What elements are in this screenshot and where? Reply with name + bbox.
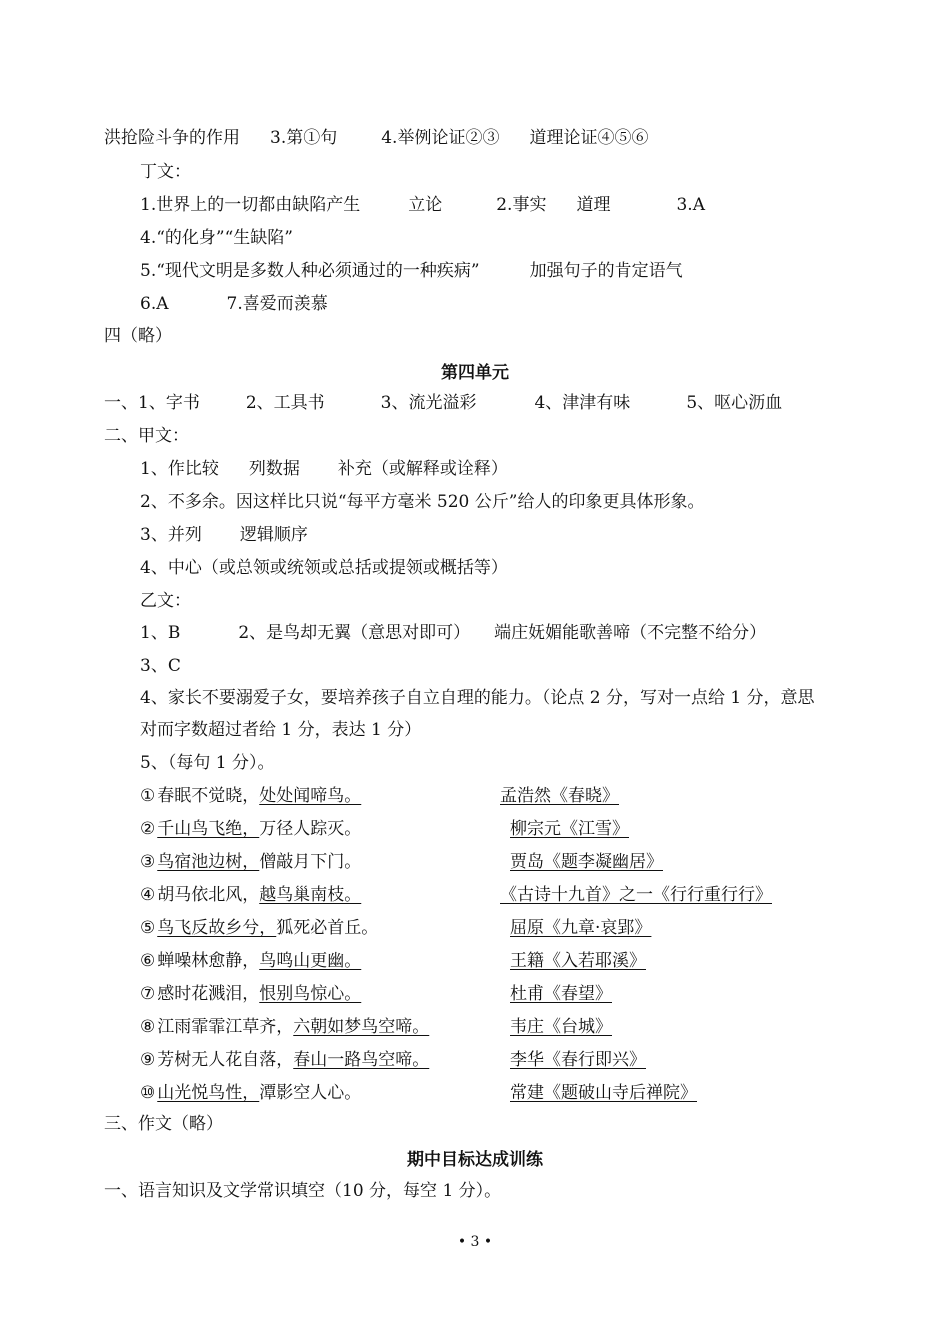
answer-line [140, 259, 683, 283]
answer-text: 4.举例论证②③ [381, 128, 500, 148]
poem-number: ⑨ [140, 1050, 156, 1070]
poem-answer-underlined: 六朝如梦鸟空啼。 [293, 1017, 430, 1037]
poem-line [140, 784, 361, 808]
poem-source: 韦庄《台城》 [510, 1017, 612, 1037]
poem-line [140, 1048, 429, 1072]
poem-line [140, 982, 361, 1006]
poem-line [140, 1015, 429, 1039]
section-heading: 期中目标达成训练 [407, 1150, 543, 1170]
poem-line [140, 850, 361, 874]
answer-line [140, 523, 308, 547]
poem-number: ① [140, 786, 156, 806]
poem-source: 柳宗元《江雪》 [510, 819, 629, 839]
answer-text: 逻辑顺序 [239, 525, 308, 545]
poem-number: ④ [140, 885, 156, 905]
answer-text: 2、工具书 [245, 393, 325, 413]
section-label: 乙文： [140, 591, 191, 611]
answer-text: 4.“的化身”“生缺陷” [140, 228, 293, 248]
answer-text: 6.A [140, 294, 169, 314]
poem-line [140, 817, 361, 841]
poem-source: 《古诗十九首》之一《行行重行行》 [500, 885, 772, 905]
poem-number: ⑥ [140, 951, 156, 971]
section-label: 丁文： [140, 162, 191, 182]
poem-text: 芳树无人花自落， [157, 1050, 294, 1070]
answer-text: 5.“现代文明是多数人种必须通过的一种疾病” [140, 261, 480, 281]
poem-answer-underlined: 鸟宿池边树， [157, 852, 260, 872]
poem-answer-underlined: 恨别鸟惊心。 [259, 984, 362, 1004]
answer-text: 2、不多余。因这样比只说“每平方毫米 520 公斤”给人的印象更具体形象。 [140, 492, 705, 512]
poem-source: 孟浩然《春晓》 [500, 786, 619, 806]
answer-line [140, 621, 766, 645]
answer-text: 四（略） [104, 326, 172, 346]
poem-text: 胡马依北风， [157, 885, 260, 905]
poem-answer-underlined: 鸟飞反故乡兮， [157, 918, 277, 938]
poem-number: ③ [140, 852, 156, 872]
answer-text: 1.世界上的一切都由缺陷产生 [140, 195, 361, 215]
answer-text: 5、（每句 1 分）。 [140, 753, 275, 773]
answer-text: 2、是鸟却无翼（意思对即可） [238, 623, 471, 643]
page-number: • 3 • [457, 1234, 493, 1250]
poem-source: 杜甫《春望》 [510, 984, 612, 1004]
poem-text: 感时花溅泪， [157, 984, 260, 1004]
poem-source: 贾岛《题李凝幽居》 [510, 852, 663, 872]
answer-text: 5、呕心沥血 [686, 393, 783, 413]
answer-line [104, 126, 648, 150]
poem-number: ⑤ [140, 918, 156, 938]
answer-text: 加强句子的肯定语气 [529, 261, 683, 281]
poem-text: 狐死必首丘。 [276, 918, 379, 938]
poem-number: ② [140, 819, 156, 839]
answer-text: 3、流光溢彩 [380, 393, 477, 413]
answer-text: 三、作文（略） [104, 1114, 223, 1134]
poem-text: 万径人踪灭。 [259, 819, 362, 839]
poem-answer-underlined: 春山一路鸟空啼。 [293, 1050, 430, 1070]
answer-text: 补充（或解释或诠释） [337, 459, 508, 479]
poem-source: 常建《题破山寺后禅院》 [510, 1083, 697, 1103]
poem-number: ⑦ [140, 984, 156, 1004]
poem-text: 潭影空人心。 [259, 1083, 362, 1103]
question-text: 一、语言知识及文学常识填空（10 分，每空 1 分）。 [104, 1181, 502, 1201]
answer-text: 2.事实 [496, 195, 547, 215]
answer-text: 道理论证④⑤⑥ [529, 128, 649, 148]
poem-line [140, 949, 361, 973]
answer-text: 3、C [140, 656, 181, 676]
answer-text: 3.A [676, 195, 705, 215]
poem-source: 屈原《九章·哀郢》 [510, 918, 652, 938]
answer-text: 1、B [140, 623, 181, 643]
poem-number: ⑧ [140, 1017, 156, 1037]
answer-text: 对而字数超过者给 1 分，表达 1 分） [140, 720, 422, 740]
answer-line [140, 193, 705, 217]
answer-text: 3、并列 [140, 525, 202, 545]
answer-text: 道理 [576, 195, 611, 215]
poem-source: 王籍《入若耶溪》 [510, 951, 646, 971]
answer-text: 4、家长不要溺爱子女，要培养孩子自立自理的能力。（论点 2 分，写对一点给 1 分，意思 [140, 688, 815, 708]
answer-text: 3.第①句 [270, 128, 338, 148]
answer-text: 列数据 [248, 459, 300, 479]
poem-text: 江雨霏霏江草齐， [157, 1017, 294, 1037]
poem-line [140, 883, 361, 907]
answer-text: 洪抢险斗争的作用 [104, 128, 240, 148]
poem-text: 蝉噪林愈静， [157, 951, 260, 971]
poem-answer-underlined: 鸟鸣山更幽。 [259, 951, 362, 971]
answer-text: 4、津津有味 [534, 393, 631, 413]
answer-text: 1、作比较 [140, 459, 219, 479]
answer-text: 立论 [408, 195, 443, 215]
poem-line [140, 916, 378, 940]
poem-number: ⑩ [140, 1083, 156, 1103]
poem-answer-underlined: 千山鸟飞绝， [157, 819, 260, 839]
answer-line [140, 292, 328, 316]
poem-answer-underlined: 处处闻啼鸟。 [259, 786, 362, 806]
poem-answer-underlined: 越鸟巢南枝。 [259, 885, 362, 905]
poem-source: 李华《春行即兴》 [510, 1050, 646, 1070]
answer-text: 4、中心（或总领或统领或总括或提领或概括等） [140, 558, 508, 578]
answer-line [140, 457, 508, 481]
poem-text: 春眠不觉晓， [157, 786, 260, 806]
poem-line [140, 1081, 361, 1105]
answer-text: 端庄妩媚能歌善啼（不完整不给分） [494, 623, 767, 643]
answer-text: 一、1、字书 [104, 393, 200, 413]
answer-text: 7.喜爱而羡慕 [226, 294, 328, 314]
answer-line [104, 391, 782, 415]
poem-answer-underlined: 山光悦鸟性， [157, 1083, 260, 1103]
section-label: 二、甲文： [104, 426, 189, 446]
section-heading: 第四单元 [441, 363, 509, 383]
poem-text: 僧敲月下门。 [259, 852, 362, 872]
